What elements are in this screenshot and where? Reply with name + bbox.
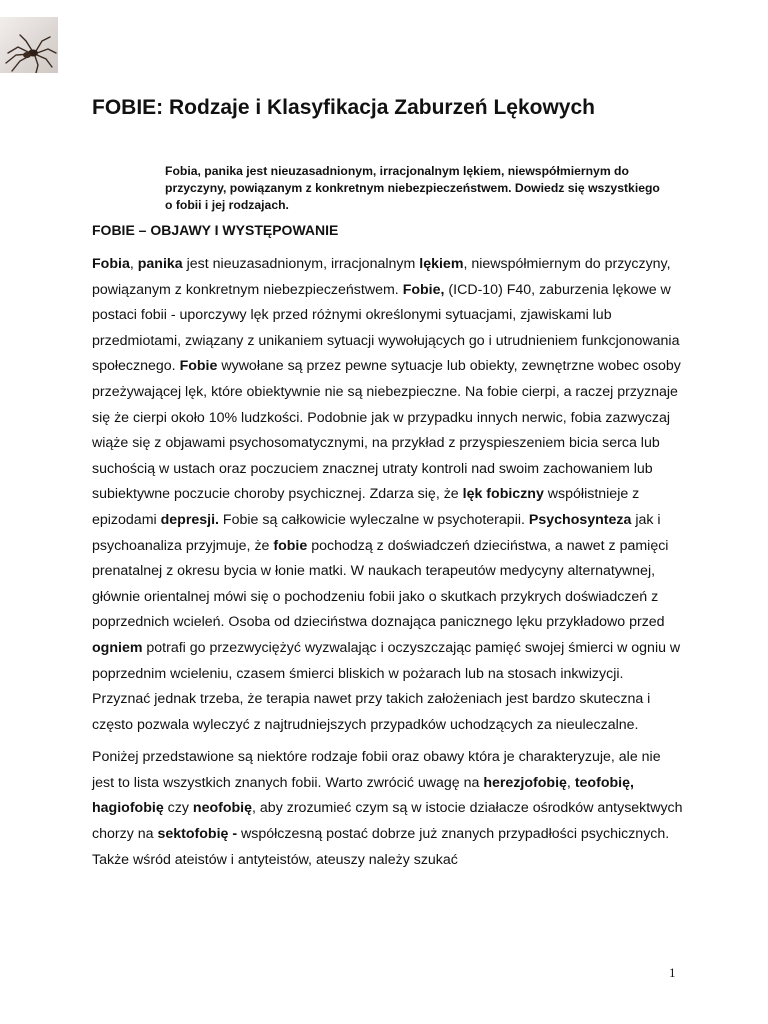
bold-term: lęk fobiczny bbox=[462, 486, 544, 503]
bold-term: Psychosynteza bbox=[528, 511, 632, 528]
bold-term: panika bbox=[137, 256, 183, 272]
page-number: 1 bbox=[669, 965, 676, 980]
bold-term: sektofobię - bbox=[157, 826, 238, 843]
spider-icon bbox=[0, 17, 58, 73]
body-paragraph: Poniżej przedstawione są niektóre rodzaje fobii oraz obawy która je charakteryzuje, ale nie jest to lista wszystkich znanych fobii. Warto zwrócić uwagę na herezjofobię, teofobię, hagiofobię czy neofobię, aby zrozumieć czym są w istocie działacze ośrodków antysektwych chorzy na sektofobię - współczesną postać dobrze już znanych przypadłości psychicznych. Także wśród ateistów i antyteistów, ateuszy należy szukać bbox=[92, 749, 683, 868]
bold-term: ogniem bbox=[92, 639, 143, 656]
bold-term: Fobia bbox=[92, 256, 130, 272]
bold-term: Fobie, bbox=[402, 281, 445, 298]
bold-term: herezjofobię bbox=[483, 774, 567, 791]
section-heading: FOBIE – OBJAWY I WYSTĘPOWANIE bbox=[92, 222, 339, 238]
page-title: FOBIE: Rodzaje i Klasyfikacja Zaburzeń Lękowych bbox=[92, 96, 595, 119]
bold-term: neofobię bbox=[192, 800, 253, 817]
bold-term: depresji. bbox=[160, 511, 219, 528]
article-thumbnail bbox=[0, 17, 58, 73]
body-paragraph: Fobia, panika jest nieuzasadnionym, irracjonalnym lękiem, niewspółmiernym do przyczyny, powiązanym z konkretnym niebezpieczeństwem. Fobie, (ICD-10) F40, zaburzenia lękowe w postaci fobii - uporczywy lęk przed różnymi określonymi sytuacjami, zjawiskami lub przedmiotami, związany z unikaniem sytuacji wywołujących go i utrudnieniem funkcjonowania społecznego. Fobie wywołane są przez pewne sytuacje lub obiekty, zewnętrzne wobec osoby przeżywającej lęk, które obiektywnie nie są niebezpieczne. Na fobie cierpi, a raczej przyznaje się że cierpi około 10% ludzkości. Podobnie jak w przypadku innych nerwic, fobia zazwyczaj wiąże się z objawami psychosomatycznymi, na przykład z przyspieszeniem bicia serca lub suchością w ustach oraz poczuciem znacznej utraty kontroli nad swoim zachowaniem lub subiektywne poczucie choroby psychicznej. Zdarza się, że lęk fobiczny współistnieje z epizodami depresji. Fobie są całkowicie wyleczalne w psychoterapii. Psychosynteza jak i psychoanaliza przyjmuje, że fobie pochodzą z doświadczeń dzieciństwa, a nawet z pamięci prenatalnej z okresu bycia w łonie matki. W naukach terapeutów medycyny alternatywnej, głównie orientalnej mówi się o pochodzeniu fobii jako o skutkach przykrych doświadczeń z poprzednich wcieleń. Osoba od dzieciństwa doznająca panicznego lęku przykładowo przed ogniem potrafi go przezwyciężyć wyzwalając i oczyszczając pamięć swojej śmierci w ogniu w poprzednim wcieleniu, czasem śmierci bliskich w pożarach lub na stosach inkwizycji. Przyznać jednak trzeba, że terapia nawet przy takich założeniach jest bardzo skuteczna i często pozwala wyleczyć z najtrudniejszych przypadków uchodzących za nieuleczalne. bbox=[92, 256, 681, 733]
bold-term: fobie bbox=[273, 537, 308, 554]
lead-paragraph: Fobia, panika jest nieuzasadnionym, irracjonalnym lękiem, niewspółmiernym do przyczyny, powiązanym z konkretnym niebezpieczeństwem. Dowiedz się wszystkiego o fobii i jej rodzajach. bbox=[165, 164, 660, 212]
article-body bbox=[92, 252, 684, 880]
bold-term: teofobię, hagiofobię bbox=[92, 774, 634, 817]
bold-term: Fobie bbox=[179, 358, 218, 375]
bold-term: lękiem bbox=[419, 256, 464, 272]
